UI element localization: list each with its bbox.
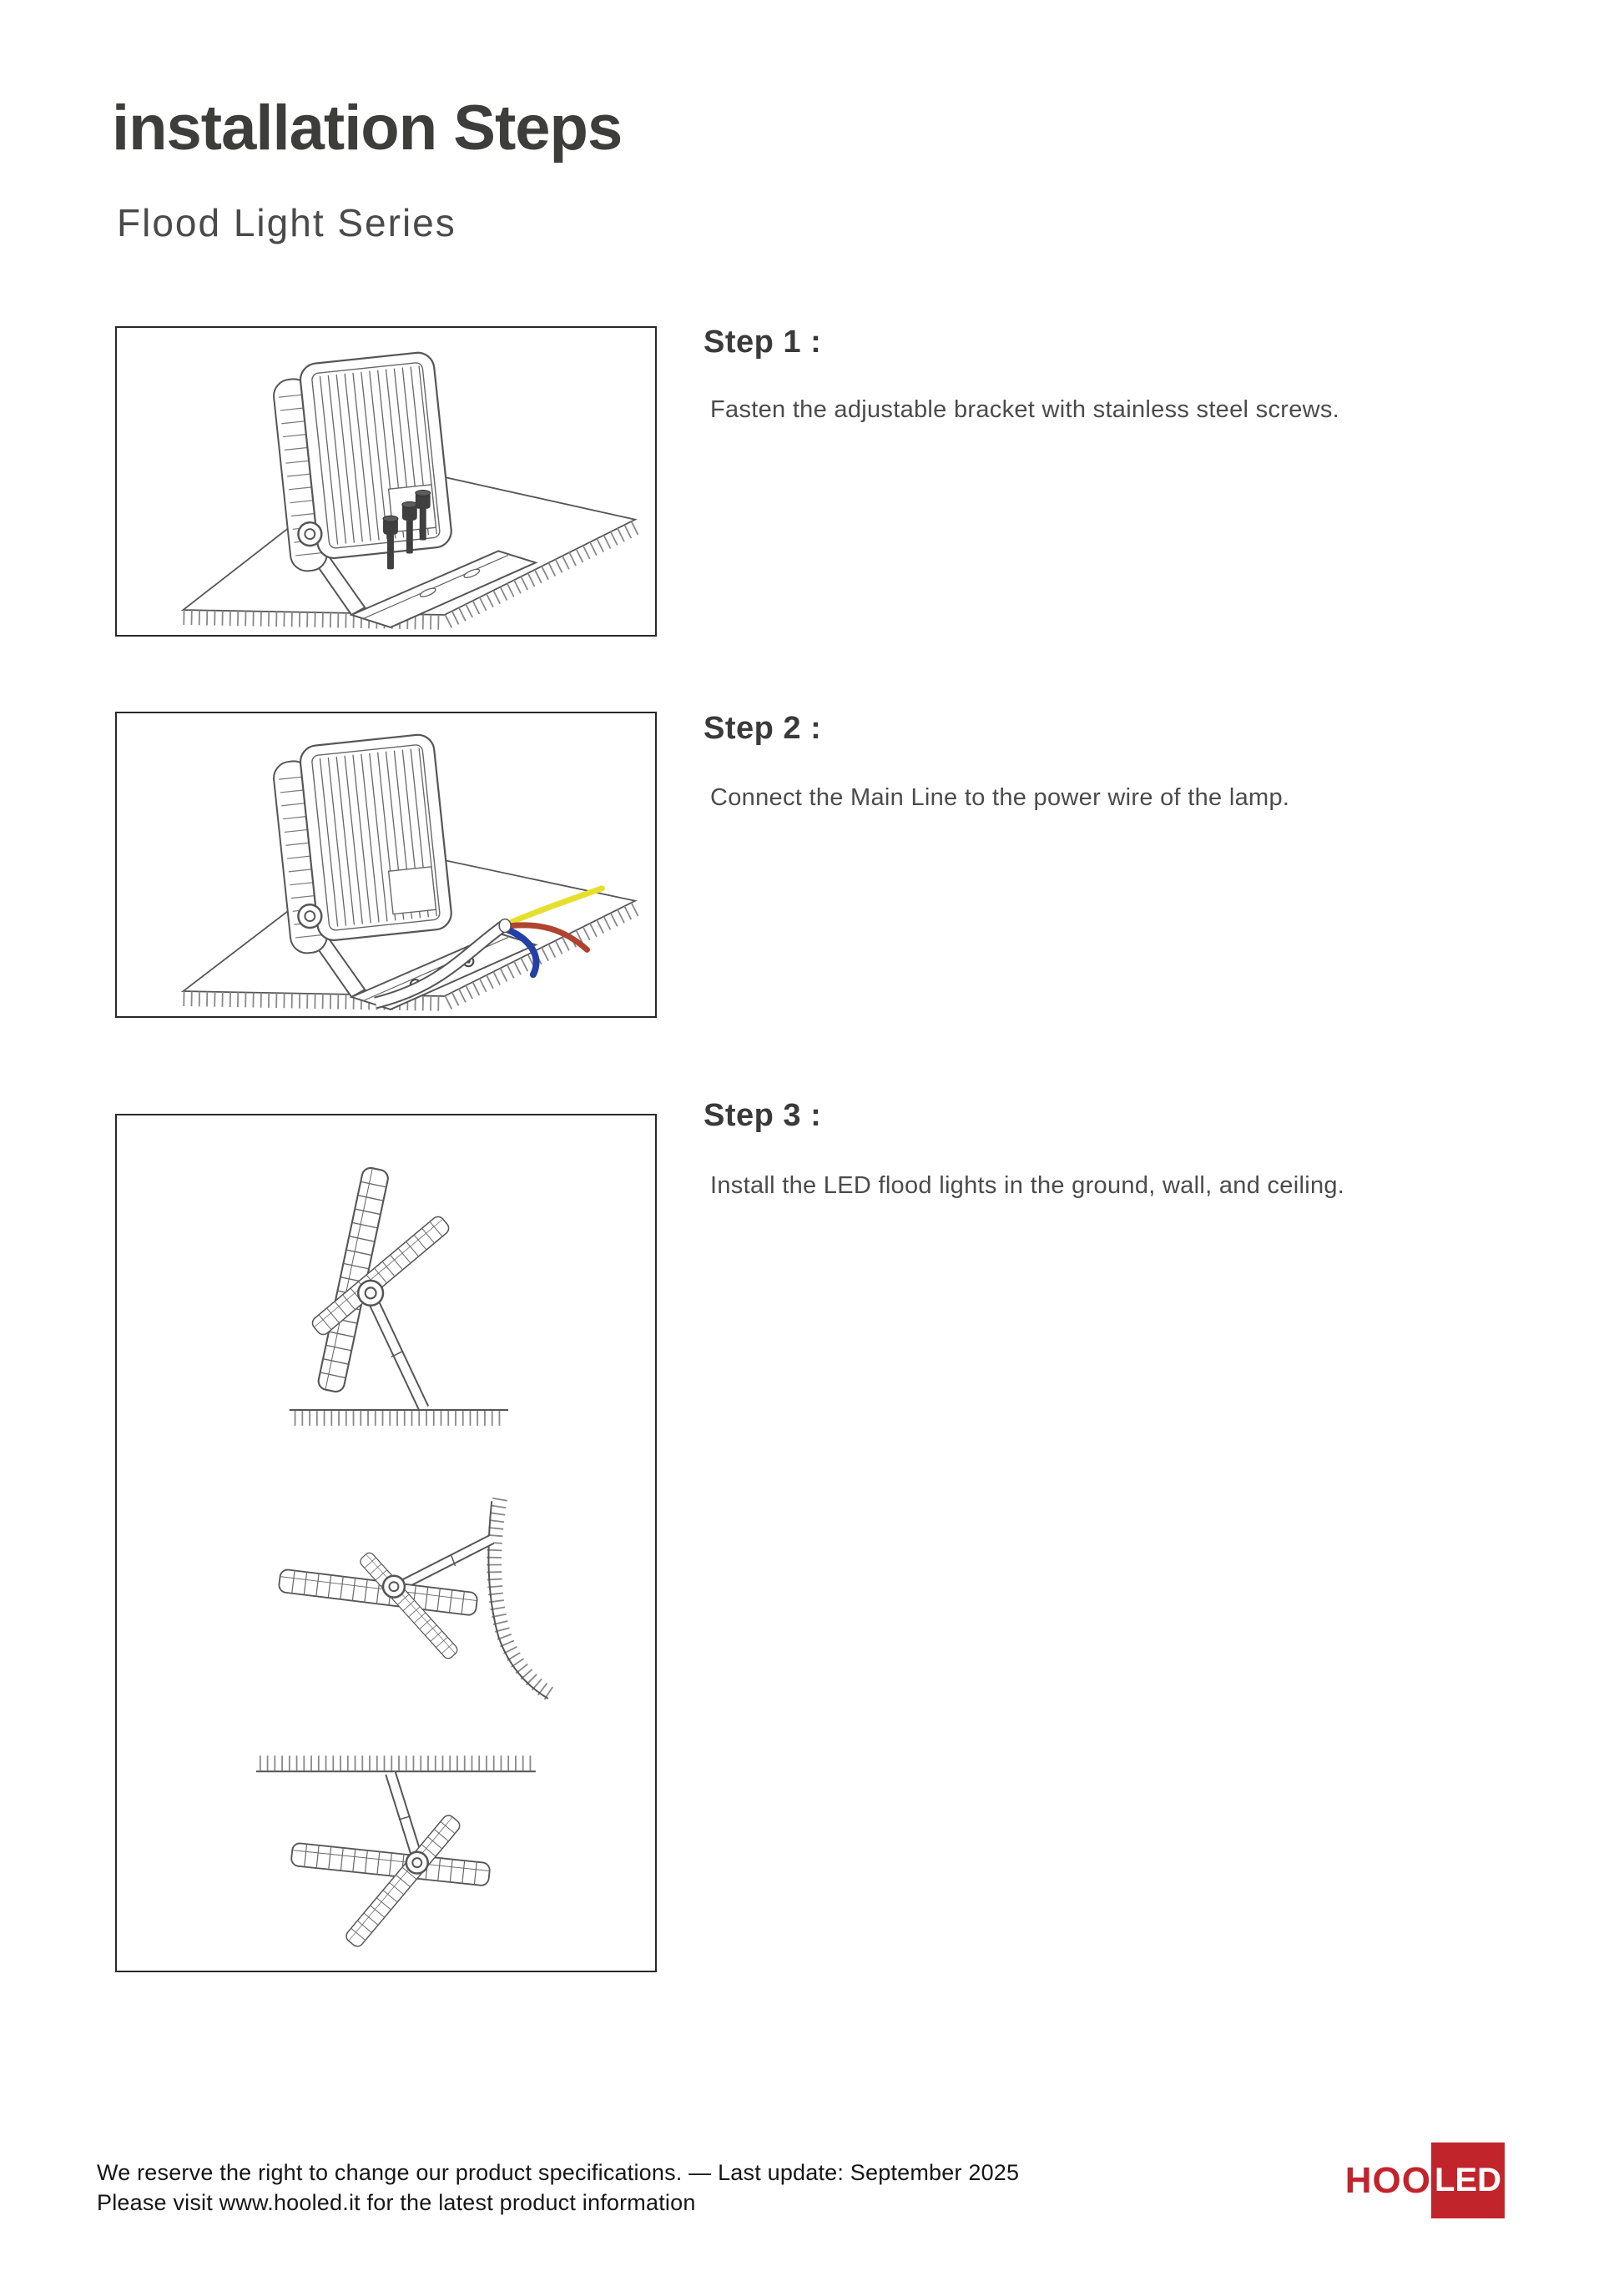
- footer-disclaimer: We reserve the right to change our product specifications. — Last update: September 2025: [97, 2160, 1020, 2185]
- logo-red-square: [1431, 2142, 1505, 2218]
- step3-description: Install the LED flood lights in the ground, wall, and ceiling.: [710, 1172, 1345, 1199]
- step1-figure-box: [115, 326, 657, 637]
- footer-website-note: Please visit www.hooled.it for the latest product information: [97, 2190, 696, 2215]
- step1-description: Fasten the adjustable bracket with stainless steel screws.: [710, 396, 1340, 423]
- wall-mount-drawing: [278, 1498, 552, 1699]
- ground-mount-drawing: [290, 1166, 508, 1418]
- step3-label: Step 3 :: [704, 1098, 822, 1133]
- step1-illustration: [117, 328, 655, 635]
- logo-text-hoo: HOO: [1344, 2159, 1431, 2201]
- step2-label: Step 2 :: [704, 711, 822, 746]
- hooled-logo: [1252, 2142, 1505, 2218]
- step2-figure-box: [115, 712, 657, 1018]
- page-subtitle: Flood Light Series: [117, 201, 456, 244]
- page-title: installation Steps: [112, 93, 623, 164]
- step1-label: Step 1 :: [704, 325, 822, 360]
- logo-text-led: LED: [1435, 2162, 1501, 2198]
- step2-description: Connect the Main Line to the power wire of the lamp.: [710, 784, 1290, 811]
- ceiling-mount-drawing: [256, 1763, 536, 1949]
- step3-illustration: [117, 1115, 655, 1971]
- step2-illustration: [117, 713, 655, 1016]
- step3-figure-box: [115, 1114, 657, 1972]
